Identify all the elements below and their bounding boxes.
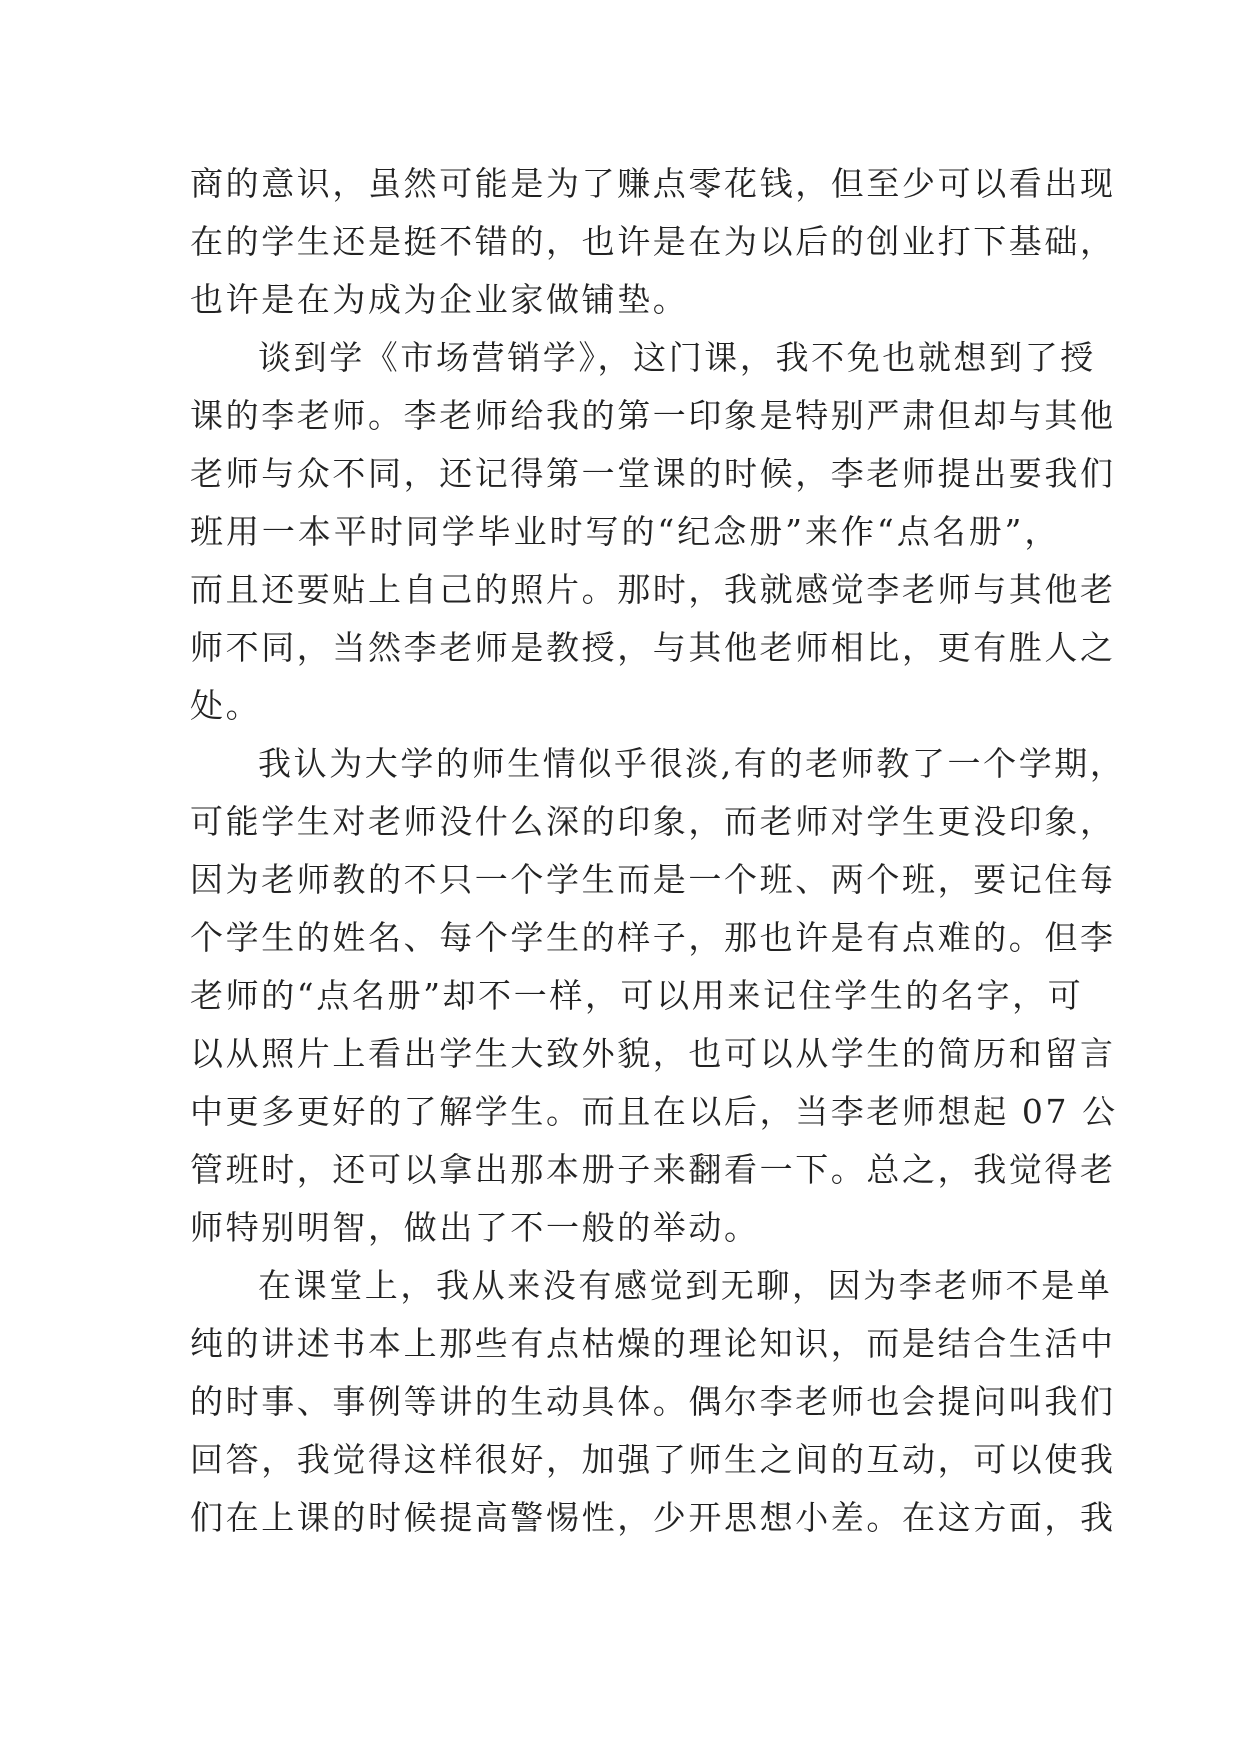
text-line: 我认为大学的师生情似乎很淡,有的老师教了一个学期， — [258, 744, 1126, 783]
document-body — [190, 155, 1126, 1547]
paragraph-4 — [190, 1257, 1116, 1547]
text-line: 老师与众不同，还记得第一堂课的时候，李老师提出要我们 — [190, 454, 1116, 493]
text-line: 回答，我觉得这样很好，加强了师生之间的互动，可以使我 — [190, 1440, 1116, 1479]
paragraph-2 — [190, 329, 1116, 735]
text-line: 商的意识，虽然可能是为了赚点零花钱，但至少可以看出现 — [190, 164, 1116, 203]
paragraph-3 — [190, 735, 1126, 1257]
text-line: 班用一本平时同学毕业时写的“纪念册”来作“点名册”， — [190, 512, 1060, 551]
text-line: 老师的“点名册”却不一样，可以用来记住学生的名字，可 — [190, 976, 1084, 1015]
text-line: 也许是在为成为企业家做铺垫。 — [190, 280, 689, 319]
text-line: 可能学生对老师没什么深的印象，而老师对学生更没印象， — [190, 802, 1116, 841]
text-line: 在的学生还是挺不错的，也许是在为以后的创业打下基础， — [190, 222, 1116, 261]
text-line: 个学生的姓名、每个学生的样子，那也许是有点难的。但李 — [190, 918, 1116, 957]
text-line: 在课堂上，我从来没有感觉到无聊，因为李老师不是单 — [258, 1266, 1113, 1305]
text-line: 课的李老师。李老师给我的第一印象是特别严肃但却与其他 — [190, 396, 1116, 435]
text-line: 而且还要贴上自己的照片。那时，我就感觉李老师与其他老 — [190, 570, 1116, 609]
text-line: 的时事、事例等讲的生动具体。偶尔李老师也会提问叫我们 — [190, 1382, 1116, 1421]
text-line: 谈到学《市场营销学》，这门课，我不免也就想到了授 — [258, 338, 1096, 377]
text-line: 师不同，当然李老师是教授，与其他老师相比，更有胜人之 — [190, 628, 1116, 667]
text-line: 中更多更好的了解学生。而且在以后，当李老师想起 07 公 — [190, 1092, 1118, 1131]
text-line: 师特别明智，做出了不一般的举动。 — [190, 1208, 760, 1247]
text-line: 以从照片上看出学生大致外貌，也可以从学生的简历和留言 — [190, 1034, 1116, 1073]
text-line: 纯的讲述书本上那些有点枯燥的理论知识，而是结合生活中 — [190, 1324, 1116, 1363]
paragraph-1 — [190, 155, 1116, 329]
text-line: 处。 — [190, 686, 262, 725]
text-line: 因为老师教的不只一个学生而是一个班、两个班，要记住每 — [190, 860, 1116, 899]
text-line: 们在上课的时候提高警惕性，少开思想小差。在这方面，我 — [190, 1498, 1116, 1537]
text-line: 管班时，还可以拿出那本册子来翻看一下。总之，我觉得老 — [190, 1150, 1116, 1189]
